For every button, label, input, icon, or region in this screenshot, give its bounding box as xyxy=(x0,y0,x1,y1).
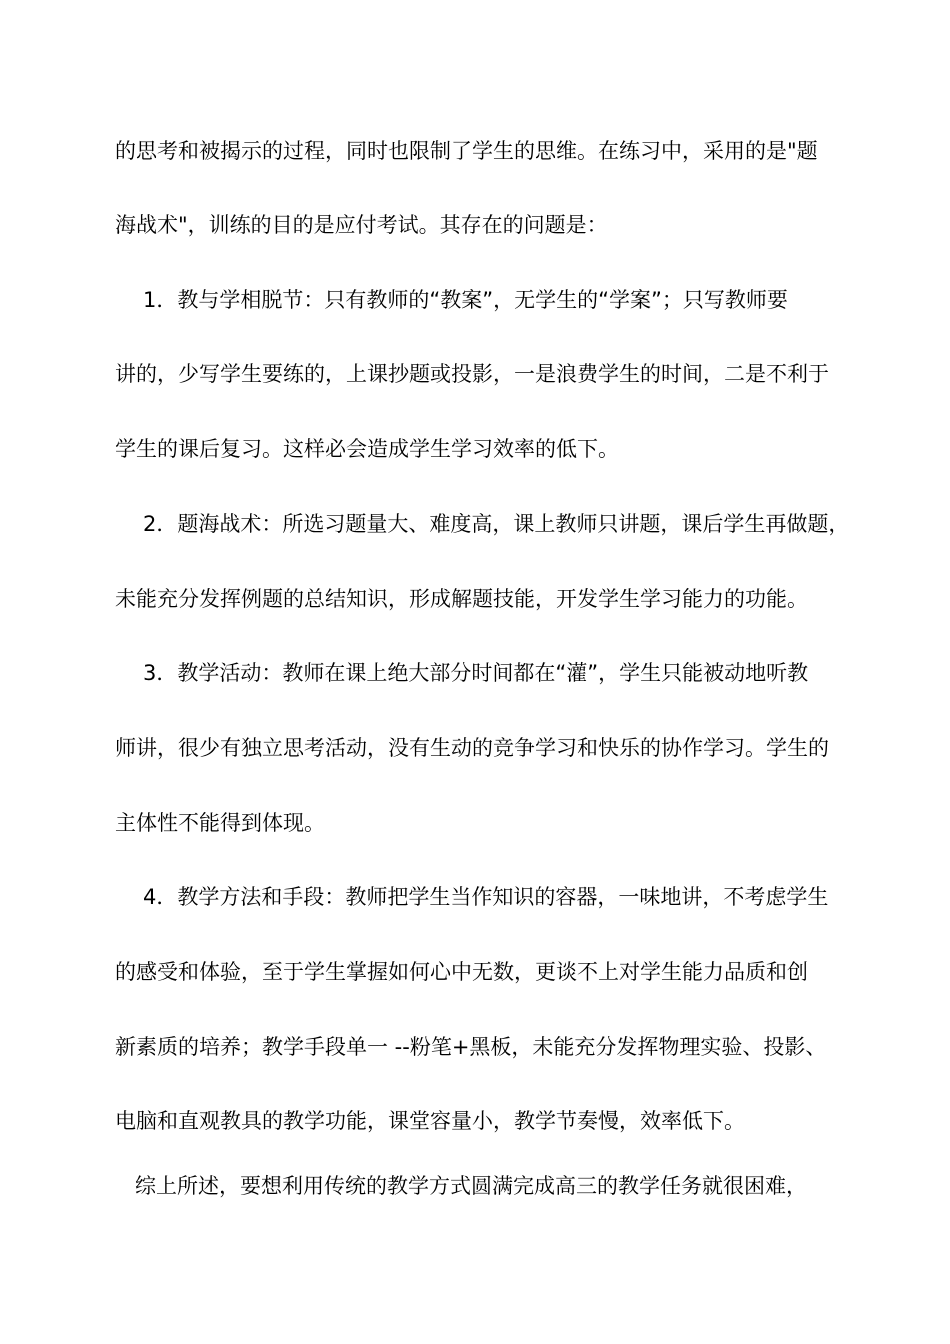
body-text-line: 主体性不能得到体现。 xyxy=(115,811,325,835)
body-text-line: 新素质的培养；教学手段单一 --粉笔+黑板，未能充分发挥物理实验、投影、 xyxy=(115,1035,827,1059)
body-text-line: 未能充分发挥例题的总结知识，形成解题技能，开发学生学习能力的功能。 xyxy=(115,587,808,611)
body-text-line: 海战术"，训练的目的是应付考试。其存在的问题是： xyxy=(115,213,608,237)
list-item-4-line: 4．教学方法和手段：教师把学生当作知识的容器，一味地讲，不考虑学生 xyxy=(143,885,829,909)
list-item-2-line: 2．题海战术：所选习题量大、难度高，课上教师只讲题，课后学生再做题， xyxy=(143,512,850,536)
list-item-1-line: 1．教与学相脱节：只有教师的“教案”，无学生的“学案”；只写教师要 xyxy=(143,288,788,312)
list-item-3-line: 3．教学活动：教师在课上绝大部分时间都在“灌”，学生只能被动地听教 xyxy=(143,661,809,685)
summary-paragraph-line: 综上所述，要想利用传统的教学方式圆满完成高三的教学任务就很困难， xyxy=(135,1174,807,1198)
body-text-line: 讲的，少写学生要练的，上课抄题或投影，一是浪费学生的时间，二是不利于 xyxy=(115,362,829,386)
body-text-line: 的思考和被揭示的过程，同时也限制了学生的思维。在练习中，采用的是"题 xyxy=(115,139,818,163)
body-text-line: 学生的课后复习。这样必会造成学生学习效率的低下。 xyxy=(115,437,619,461)
body-text-line: 的感受和体验，至于学生掌握如何心中无数，更谈不上对学生能力品质和创 xyxy=(115,960,808,984)
body-text-line: 师讲，很少有独立思考活动，没有生动的竞争学习和快乐的协作学习。学生的 xyxy=(115,736,829,760)
body-text-line: 电脑和直观教具的教学功能，课堂容量小，教学节奏慢，效率低下。 xyxy=(115,1109,745,1133)
